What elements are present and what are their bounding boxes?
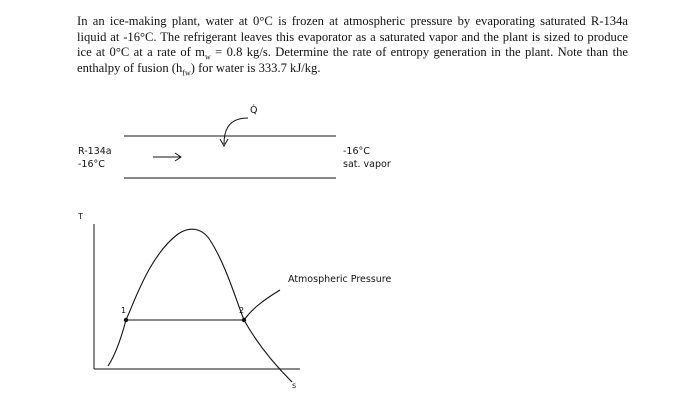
problem-text-2: = 0.8 kg/s. Determine the rate of entropy generation in the plant. Note than the enthalpy of fusion (h — [77, 45, 628, 75]
state-point-1 — [124, 318, 128, 322]
atmospheric-pressure-label: Atmospheric Pressure — [288, 274, 392, 285]
s-axis-label: s — [292, 381, 297, 390]
saturation-dome — [126, 229, 292, 382]
inlet-fluid-label: R-134a — [78, 146, 112, 157]
inlet-temp-label: -16°C — [78, 159, 105, 170]
state-point-2 — [242, 318, 246, 322]
enthalpy-subscript: fw — [182, 68, 191, 78]
outlet-temp-label: -16°C — [343, 146, 370, 157]
outlet-state-label: sat. vapor — [343, 159, 391, 170]
point-1-label: 1 — [121, 306, 127, 315]
mass-flow-subscript: w — [204, 52, 211, 62]
heat-rate-label: Q̇ — [250, 105, 258, 116]
point-2-label: 2 — [239, 306, 245, 315]
problem-text-1: In an ice-making plant, water at 0°C is frozen at atmospheric pressure by evaporating saturated R-134a liquid at -16°C. The refrigerant leaves this evaporator as a saturated vapor and the plant is sized to produce ice at 0°C at a rate of m — [77, 14, 628, 60]
problem-text-3: ) for water is 333.7 kJ/kg. — [190, 60, 321, 75]
t-axis-label: T — [78, 212, 83, 221]
